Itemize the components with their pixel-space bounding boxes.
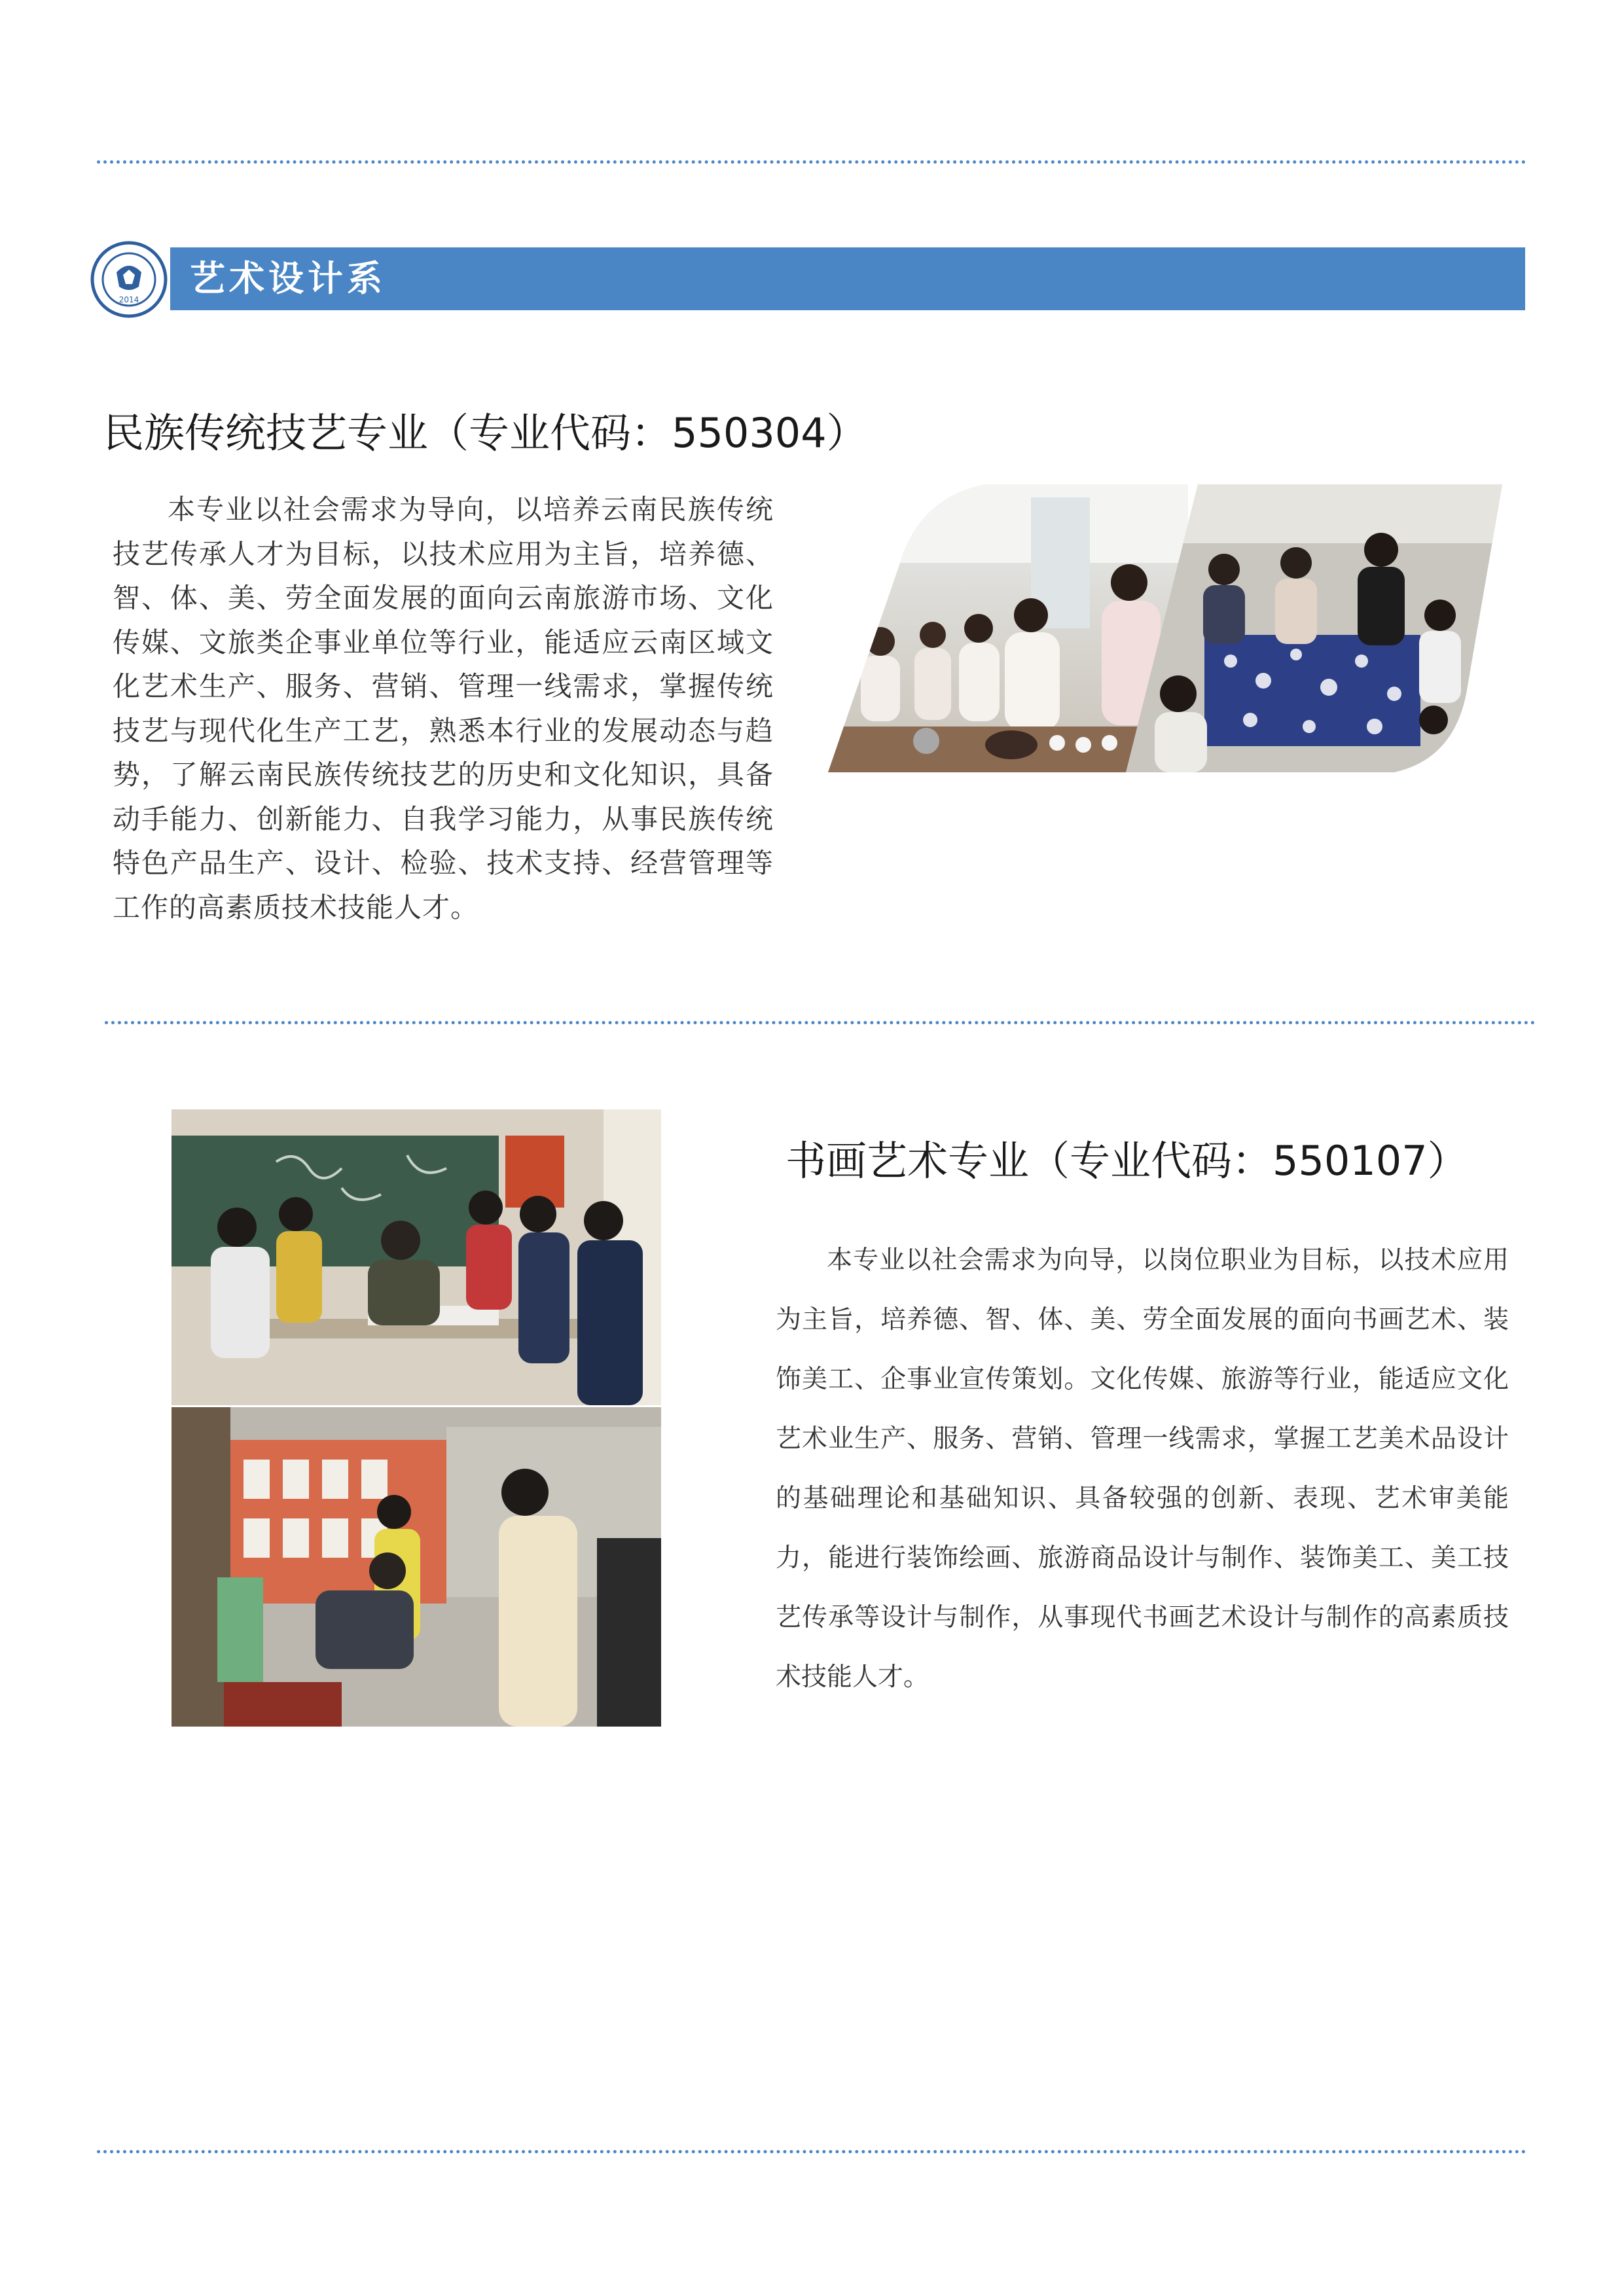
major-description-ethnic-crafts: 本专业以社会需求为导向，以培养云南民族传统技艺传承人才为目标，以技术应用为主旨，培养德、智、体、美、劳全面发展的面向云南旅游市场、文化传媒、文旅类企事业单位等行业，能适应云南区域文化艺术生产、服务、营销、管理一线需求，掌握传统技艺与现代化生产工艺，熟悉本行业的发展动态与趋势，了解云南民族传统技艺的历史和文化知识，具备动手能力、创新能力、自我学习能力，从事民族传统特色产品生产、设计、检验、技术支持、经营管理等工作的高素质技术技能人才。: [113, 493, 774, 924]
bottom-divider: [97, 2150, 1526, 2153]
ink-painting-class-photo: [171, 1109, 661, 1405]
major-description-calligraphy-painting: 本专业以社会需求为向导，以岗位职业为目标，以技术应用为主旨，培养德、智、体、美、劳全面发展的面向书画艺术、装饰美工、企事业宣传策划。文化传媒、旅游等行业，能适应文化艺术业生产、服务、营销、管理一线需求，掌握工艺美术品设计的基础理论和基础知识、具备较强的创新、表现、艺术审美能力，能进行装饰绘画、旅游商品设计与制作、装饰美工、美工技艺传承等设计与制作，从事现代书画艺术设计与制作的高素质技术技能人才。: [776, 1246, 1509, 1692]
school-emblem-icon: [90, 241, 168, 318]
tie-dye-class-photo: [1126, 484, 1502, 772]
section-title: 艺术设计系: [190, 258, 386, 299]
major-title-ethnic-crafts: 民族传统技艺专业（专业代码：550304）: [103, 409, 867, 457]
svg-text:2014: 2014: [118, 295, 139, 304]
major-title-calligraphy-painting: 书画艺术专业（专业代码：550107）: [785, 1137, 1468, 1185]
middle-divider: [105, 1021, 1536, 1024]
top-divider: [97, 160, 1526, 164]
oil-painting-class-photo: [171, 1407, 661, 1727]
section-header-bar: [170, 247, 1525, 310]
